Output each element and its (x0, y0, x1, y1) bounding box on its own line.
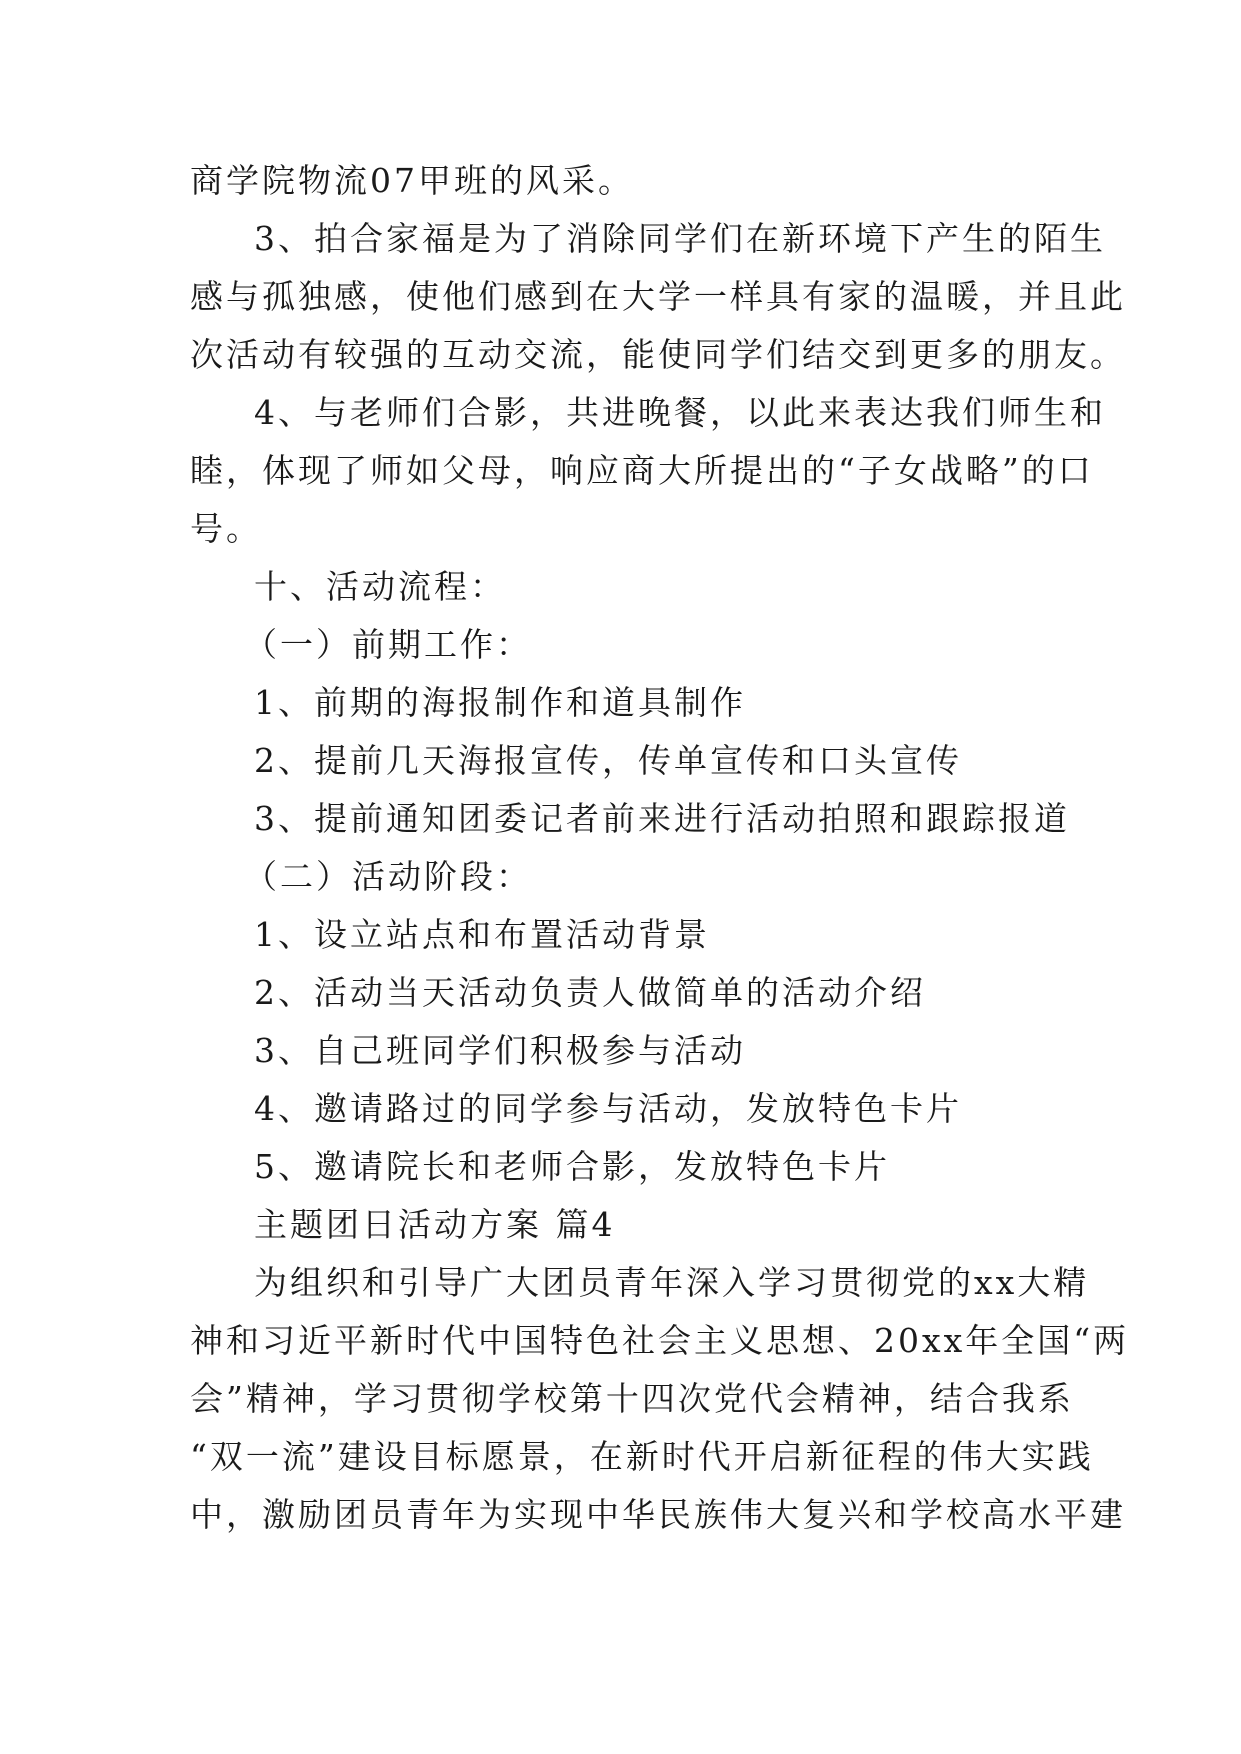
list-item: 3、自己班同学们积极参与活动 (254, 1031, 746, 1070)
paragraph-line: 号。 (190, 509, 262, 548)
list-item: 1、前期的海报制作和道具制作 (254, 683, 746, 722)
paragraph-line: 为组织和引导广大团员青年深入学习贯彻党的xx大精 (254, 1263, 1090, 1302)
paragraph-line: 商学院物流07甲班的风采。 (190, 161, 634, 200)
paragraph-line: 3、拍合家福是为了消除同学们在新环境下产生的陌生 (254, 219, 1106, 258)
list-item: 4、邀请路过的同学参与活动，发放特色卡片 (254, 1089, 962, 1128)
paragraph-line: 中，激励团员青年为实现中华民族伟大复兴和学校高水平建 (190, 1495, 1126, 1534)
list-item: 5、邀请院长和老师合影，发放特色卡片 (254, 1147, 890, 1186)
list-item: 1、设立站点和布置活动背景 (254, 915, 710, 954)
paragraph-line: 4、与老师们合影，共进晚餐，以此来表达我们师生和 (254, 393, 1106, 432)
paragraph-line: 神和习近平新时代中国特色社会主义思想、20xx年全国“两 (190, 1321, 1130, 1360)
list-item: 2、活动当天活动负责人做简单的活动介绍 (254, 973, 926, 1012)
document-body (190, 152, 1130, 1544)
paragraph-line: 次活动有较强的互动交流，能使同学们结交到更多的朋友。 (190, 335, 1126, 374)
section-heading: 十、活动流程： (254, 567, 506, 606)
paragraph-line: 会”精神，学习贯彻学校第十四次党代会精神，结合我系 (190, 1379, 1074, 1418)
paragraph-line: “双一流”建设目标愿景，在新时代开启新征程的伟大实践 (190, 1437, 1094, 1476)
paragraph-line: 感与孤独感，使他们感到在大学一样具有家的温暖，并且此 (190, 277, 1126, 316)
paragraph-line: 睦，体现了师如父母，响应商大所提出的“子女战略”的口 (190, 451, 1094, 490)
list-item: 2、提前几天海报宣传，传单宣传和口头宣传 (254, 741, 962, 780)
list-item: 3、提前通知团委记者前来进行活动拍照和跟踪报道 (254, 799, 1070, 838)
section-title: 主题团日活动方案 篇4 (254, 1205, 616, 1244)
subsection-heading: （一）前期工作： (244, 625, 532, 664)
subsection-heading: （二）活动阶段： (244, 857, 532, 896)
